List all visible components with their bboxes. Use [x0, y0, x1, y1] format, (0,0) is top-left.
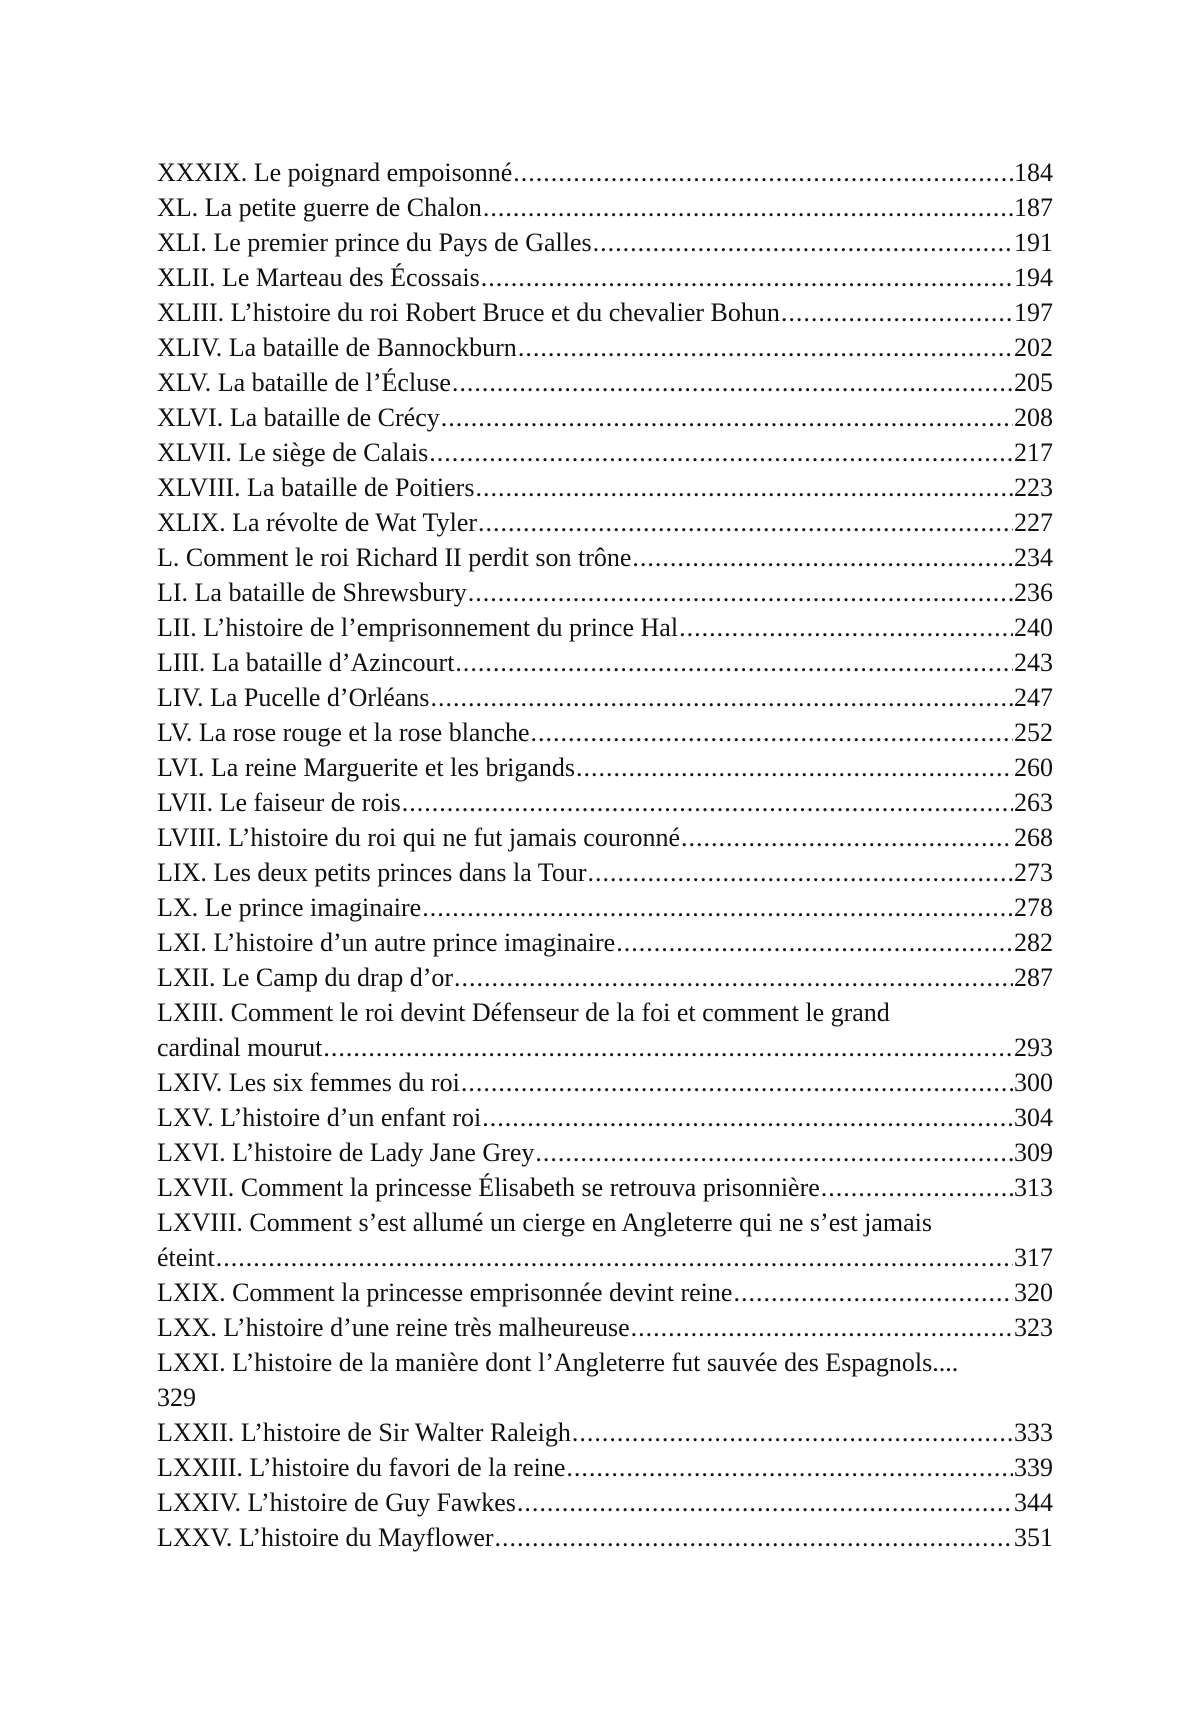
dot-leader: [495, 1520, 1013, 1555]
dot-leader: [593, 225, 1013, 260]
toc-entry: [157, 575, 1053, 610]
toc-line: [157, 155, 1053, 190]
toc-line: [157, 470, 1053, 505]
toc-title-line1: LXIII. Comment le roi devint Défenseur de la foi et comment le grand: [157, 998, 890, 1027]
toc-title: LVII. Le faiseur de rois: [157, 788, 401, 817]
dot-leader: [482, 1100, 1013, 1135]
dot-leader: [483, 190, 1013, 225]
toc-line: [157, 540, 1053, 575]
dot-leader: [681, 820, 1013, 855]
toc-title: XLIV. La bataille de Bannockburn: [157, 333, 517, 362]
toc-page-number: 205: [1014, 368, 1053, 397]
dot-leader: [481, 260, 1013, 295]
dot-leader: [632, 540, 1013, 575]
toc-page-number: 329: [157, 1383, 196, 1412]
toc-line: [157, 435, 1053, 470]
toc-page-number: 194: [1014, 263, 1053, 292]
toc-line: [157, 505, 1053, 540]
table-of-contents: [157, 155, 1053, 1555]
toc-title: LXX. L’histoire d’une reine très malheureuse: [157, 1313, 630, 1342]
dot-leader: [576, 750, 1013, 785]
toc-line: [157, 1100, 1053, 1135]
toc-title: LIII. La bataille d’Azincourt: [157, 648, 455, 677]
toc-entry: [157, 925, 1053, 960]
toc-line: [157, 1030, 1053, 1065]
toc-title: XLI. Le premier prince du Pays de Galles: [157, 228, 592, 257]
dot-leader: [323, 1030, 1013, 1065]
toc-entry: [157, 400, 1053, 435]
toc-title: LV. La rose rouge et la rose blanche: [157, 718, 530, 747]
toc-line: [157, 1135, 1053, 1170]
toc-title: XL. La petite guerre de Chalon: [157, 193, 482, 222]
toc-line: [157, 855, 1053, 890]
toc-entry: [157, 715, 1053, 750]
toc-page-number: 317: [1014, 1243, 1053, 1272]
toc-line: [157, 225, 1053, 260]
toc-title: LXV. L’histoire d’un enfant roi: [157, 1103, 482, 1132]
toc-title: LXIX. Comment la princesse emprisonnée devint reine: [157, 1278, 733, 1307]
toc-line: [157, 750, 1053, 785]
toc-page-number: 309: [1014, 1138, 1053, 1167]
toc-entry: [157, 1275, 1053, 1310]
dot-leader: [216, 1240, 1013, 1275]
dot-leader: [821, 1170, 1013, 1205]
toc-entry: [157, 505, 1053, 540]
toc-entry: [157, 540, 1053, 575]
toc-page-number: 227: [1014, 508, 1053, 537]
toc-page-number: 208: [1014, 403, 1053, 432]
toc-line: [157, 1065, 1053, 1100]
dot-leader: [455, 645, 1013, 680]
dot-leader: [679, 610, 1013, 645]
dot-leader: [616, 925, 1013, 960]
toc-line: [157, 890, 1053, 925]
dot-leader: [535, 1135, 1013, 1170]
toc-page-number: 300: [1014, 1068, 1053, 1097]
toc-entry: [157, 155, 1053, 190]
toc-title: LXI. L’histoire d’un autre prince imaginaire: [157, 928, 616, 957]
toc-page-number: 243: [1014, 648, 1053, 677]
toc-entry: [157, 1065, 1053, 1100]
dot-leader: [513, 155, 1013, 190]
toc-title: LXII. Le Camp du drap d’or: [157, 963, 454, 992]
toc-entry-multiline: [157, 1205, 1053, 1275]
toc-page-number: 191: [1014, 228, 1053, 257]
toc-entry-multiline: [157, 1345, 1053, 1415]
toc-page-number: 333: [1014, 1418, 1053, 1447]
toc-entry: [157, 785, 1053, 820]
toc-title: LIX. Les deux petits princes dans la Tour: [157, 858, 587, 887]
toc-page-number: 252: [1014, 718, 1053, 747]
toc-title: XLII. Le Marteau des Écossais: [157, 263, 480, 292]
toc-page-number: 263: [1014, 788, 1053, 817]
dot-leader: [468, 575, 1013, 610]
toc-page-number: 287: [1014, 963, 1053, 992]
toc-entry: [157, 330, 1053, 365]
toc-title: LXXII. L’histoire de Sir Walter Raleigh: [157, 1418, 571, 1447]
toc-page-number: 247: [1014, 683, 1053, 712]
dot-leader: [631, 1310, 1013, 1345]
toc-entry: [157, 1485, 1053, 1520]
toc-line: [157, 925, 1053, 960]
dot-leader: [461, 1065, 1013, 1100]
toc-entry: [157, 295, 1053, 330]
toc-page-number: 313: [1014, 1173, 1053, 1202]
toc-entry-multiline: [157, 995, 1053, 1065]
toc-page-number: 217: [1014, 438, 1053, 467]
toc-page-number: 236: [1014, 578, 1053, 607]
toc-entry: [157, 225, 1053, 260]
toc-page-number: 197: [1014, 298, 1053, 327]
toc-page-number: 320: [1014, 1278, 1053, 1307]
toc-entry: [157, 1450, 1053, 1485]
toc-page-number: 234: [1014, 543, 1053, 572]
toc-title: XLVIII. La bataille de Poitiers: [157, 473, 475, 502]
toc-entry: [157, 855, 1053, 890]
toc-entry: [157, 1170, 1053, 1205]
toc-line: [157, 1275, 1053, 1310]
toc-title-line2: éteint: [157, 1243, 215, 1272]
toc-title: LI. La bataille de Shrewsbury: [157, 578, 467, 607]
toc-title: LXXIII. L’histoire du favori de la reine: [157, 1453, 566, 1482]
toc-entry: [157, 820, 1053, 855]
toc-page-number: 282: [1014, 928, 1053, 957]
dot-leader: [429, 435, 1013, 470]
toc-page-number: 278: [1014, 893, 1053, 922]
toc-title-line1: LXXI. L’histoire de la manière dont l’Angleterre fut sauvée des Espagnols....: [157, 1348, 959, 1377]
toc-page-number: 304: [1014, 1103, 1053, 1132]
dot-leader: [441, 400, 1013, 435]
toc-title-line2: cardinal mourut: [157, 1033, 323, 1062]
toc-page-number: 240: [1014, 613, 1053, 642]
dot-leader: [531, 715, 1013, 750]
toc-page-number: 273: [1014, 858, 1053, 887]
toc-line: [157, 575, 1053, 610]
toc-entry: [157, 365, 1053, 400]
toc-line: [157, 295, 1053, 330]
toc-entry: [157, 1100, 1053, 1135]
dot-leader: [518, 330, 1013, 365]
toc-page-number: 344: [1014, 1488, 1053, 1517]
dot-leader: [430, 680, 1013, 715]
toc-entry: [157, 1310, 1053, 1345]
dot-leader: [475, 470, 1013, 505]
toc-entry: [157, 1520, 1053, 1555]
toc-title: LVI. La reine Marguerite et les brigands: [157, 753, 576, 782]
dot-leader: [566, 1450, 1013, 1485]
dot-leader: [572, 1415, 1013, 1450]
toc-entry: [157, 890, 1053, 925]
toc-entry: [157, 680, 1053, 715]
toc-line: [157, 330, 1053, 365]
toc-line: [157, 820, 1053, 855]
toc-entry: [157, 435, 1053, 470]
toc-page-number: 184: [1014, 158, 1053, 187]
toc-line: [157, 715, 1053, 750]
toc-page-number: 260: [1014, 753, 1053, 782]
toc-title: XLIX. La révolte de Wat Tyler: [157, 508, 478, 537]
toc-title: XLVI. La bataille de Crécy: [157, 403, 440, 432]
toc-title: XLVII. Le siège de Calais: [157, 438, 429, 467]
toc-list: [157, 155, 1053, 1555]
toc-entry: [157, 470, 1053, 505]
dot-leader: [452, 365, 1013, 400]
toc-line: [157, 960, 1053, 995]
dot-leader: [733, 1275, 1013, 1310]
toc-line: [157, 1450, 1053, 1485]
toc-line: [157, 1415, 1053, 1450]
toc-line: [157, 1240, 1053, 1275]
dot-leader: [402, 785, 1013, 820]
toc-entry: [157, 960, 1053, 995]
dot-leader: [422, 890, 1013, 925]
toc-page-number: 187: [1014, 193, 1053, 222]
toc-entry: [157, 1135, 1053, 1170]
toc-entry: [157, 1415, 1053, 1450]
toc-title: XLIII. L’histoire du roi Robert Bruce et du chevalier Bohun: [157, 298, 780, 327]
toc-title-line1: LXVIII. Comment s’est allumé un cierge en Angleterre qui ne s’est jamais: [157, 1208, 932, 1237]
toc-title: LII. L’histoire de l’emprisonnement du prince Hal: [157, 613, 679, 642]
toc-title: LXXV. L’histoire du Mayflower: [157, 1523, 494, 1552]
dot-leader: [454, 960, 1013, 995]
toc-line: [157, 680, 1053, 715]
toc-page-number: 351: [1014, 1523, 1053, 1552]
dot-leader: [517, 1485, 1013, 1520]
toc-line: [157, 1485, 1053, 1520]
toc-page-number: 268: [1014, 823, 1053, 852]
toc-title: XXXIX. Le poignard empoisonné: [157, 158, 513, 187]
toc-page-number: 223: [1014, 473, 1053, 502]
dot-leader: [781, 295, 1013, 330]
toc-entry: [157, 645, 1053, 680]
toc-line: [157, 610, 1053, 645]
toc-line: [157, 645, 1053, 680]
dot-leader: [478, 505, 1013, 540]
toc-line: [157, 1170, 1053, 1205]
toc-page-number: 293: [1014, 1033, 1053, 1062]
toc-line: [157, 785, 1053, 820]
toc-title: LXIV. Les six femmes du roi: [157, 1068, 460, 1097]
toc-line: [157, 1310, 1053, 1345]
toc-title: LXXIV. L’histoire de Guy Fawkes: [157, 1488, 516, 1517]
toc-page-number: 339: [1014, 1453, 1053, 1482]
toc-title: LVIII. L’histoire du roi qui ne fut jamais couronné: [157, 823, 681, 852]
toc-title: LX. Le prince imaginaire: [157, 893, 422, 922]
toc-entry: [157, 190, 1053, 225]
toc-entry: [157, 260, 1053, 295]
toc-entry: [157, 610, 1053, 645]
dot-leader: [587, 855, 1013, 890]
toc-title: LXVII. Comment la princesse Élisabeth se retrouva prisonnière: [157, 1173, 820, 1202]
toc-entry: [157, 750, 1053, 785]
toc-title: LXVI. L’histoire de Lady Jane Grey: [157, 1138, 535, 1167]
toc-title: LIV. La Pucelle d’Orléans: [157, 683, 430, 712]
toc-page-number: 202: [1014, 333, 1053, 362]
toc-line: [157, 365, 1053, 400]
toc-line: [157, 400, 1053, 435]
toc-page-number: 323: [1014, 1313, 1053, 1342]
toc-title: L. Comment le roi Richard II perdit son trône: [157, 543, 632, 572]
toc-title: XLV. La bataille de l’Écluse: [157, 368, 451, 397]
toc-line: [157, 190, 1053, 225]
toc-line: [157, 260, 1053, 295]
toc-line: [157, 1520, 1053, 1555]
